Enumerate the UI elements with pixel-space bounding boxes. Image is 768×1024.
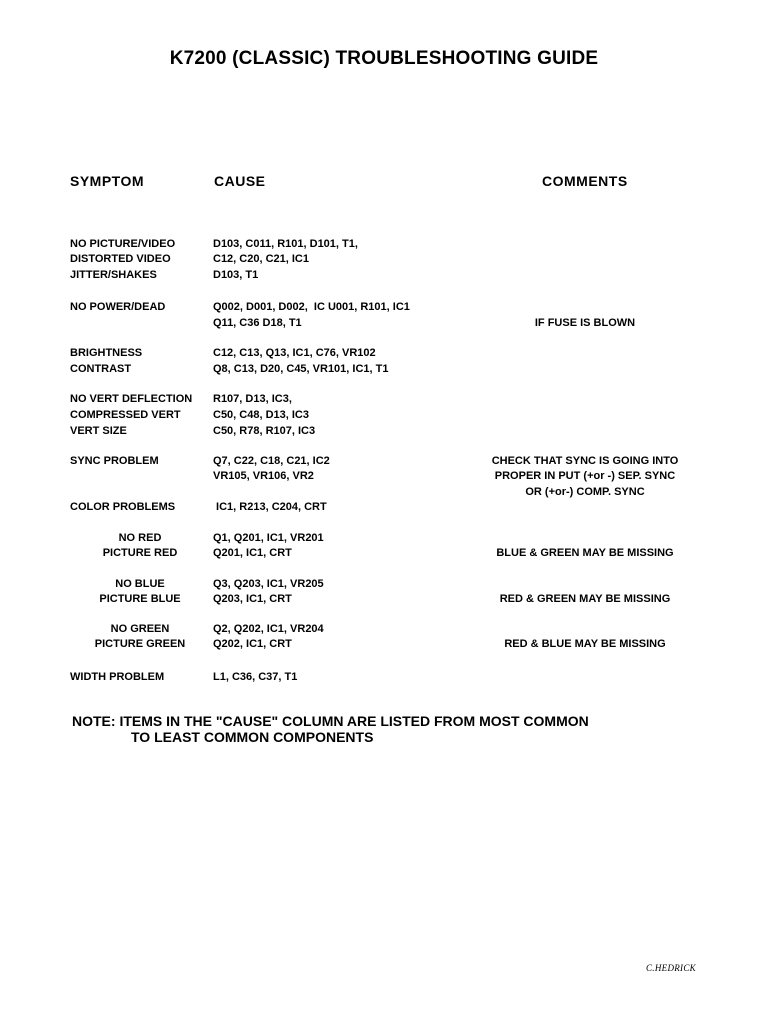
symptom-cell: COLOR PROBLEMS [70,501,176,513]
note-line-1: NOTE: ITEMS IN THE "CAUSE" COLUMN ARE LISTED FROM MOST COMMON [72,713,589,729]
comment-cell: BLUE & GREEN MAY BE MISSING [496,547,674,559]
note-line-2: TO LEAST COMMON COMPONENTS [131,729,374,745]
symptom-cell: PICTURE RED [102,547,178,559]
cause-cell: C12, C13, Q13, IC1, C76, VR102 [213,347,376,359]
symptom-cell: CONTRAST [70,363,132,375]
table-row [0,622,768,637]
symptom-cell: PICTURE GREEN [94,638,186,650]
cause-cell: Q1, Q201, IC1, VR201 [213,532,324,544]
table-row [0,316,768,331]
symptom-cell: NO VERT DEFLECTION [70,393,193,405]
table-row [0,268,768,283]
symptom-cell: NO BLUE [115,578,165,590]
symptom-cell: JITTER/SHAKES [70,269,157,281]
author-signature: C.HEDRICK [646,963,696,973]
table-row [0,670,768,685]
cause-cell: Q8, C13, D20, C45, VR101, IC1, T1 [213,363,389,375]
table-row [0,531,768,546]
symptom-cell: NO POWER/DEAD [70,301,166,313]
column-header-symptom: SYMPTOM [70,173,145,189]
symptom-cell: SYNC PROBLEM [70,455,159,467]
table-row [0,577,768,592]
table-row [0,546,768,561]
table-row [0,424,768,439]
table-row [0,300,768,315]
cause-cell: D103, C011, R101, D101, T1, [213,238,358,250]
symptom-cell: WIDTH PROBLEM [70,671,165,683]
cause-cell: C50, R78, R107, IC3 [213,425,316,437]
table-row [0,485,768,500]
table-row [0,500,768,515]
table-row [0,469,768,484]
document-title: K7200 (CLASSIC) TROUBLESHOOTING GUIDE [169,48,599,69]
symptom-cell: VERT SIZE [70,425,127,437]
cause-cell: Q3, Q203, IC1, VR205 [213,578,324,590]
cause-cell: IC1, R213, C204, CRT [213,501,327,513]
table-row [0,362,768,377]
table-row [0,346,768,361]
comment-cell: RED & GREEN MAY BE MISSING [499,593,671,605]
cause-cell: Q11, C36 D18, T1 [213,317,302,329]
cause-cell: Q203, IC1, CRT [213,593,292,605]
symptom-cell: PICTURE BLUE [99,593,181,605]
column-header-cause: CAUSE [214,173,266,189]
cause-cell: Q002, D001, D002, IC U001, R101, IC1 [213,301,410,313]
table-row [0,408,768,423]
cause-cell: VR105, VR106, VR2 [213,470,314,482]
cause-cell: R107, D13, IC3, [213,393,292,405]
table-row [0,592,768,607]
cause-cell: D103, T1 [213,269,259,281]
table-row [0,392,768,407]
table-row [0,637,768,652]
cause-cell: Q2, Q202, IC1, VR204 [213,623,324,635]
symptom-cell: BRIGHTNESS [70,347,143,359]
table-row [0,237,768,252]
symptom-cell: NO PICTURE/VIDEO [70,238,176,250]
symptom-cell: DISTORTED VIDEO [70,253,171,265]
cause-cell: L1, C36, C37, T1 [213,671,298,683]
comment-cell: PROPER IN PUT (+or -) SEP. SYNC [494,470,676,482]
comment-cell: RED & BLUE MAY BE MISSING [504,638,666,650]
cause-cell: C12, C20, C21, IC1 [213,253,309,265]
table-row [0,454,768,469]
cause-cell: C50, C48, D13, IC3 [213,409,309,421]
column-header-comments: COMMENTS [542,173,628,189]
symptom-cell: NO GREEN [110,623,170,635]
symptom-cell: COMPRESSED VERT [70,409,181,421]
symptom-cell: NO RED [118,532,162,544]
cause-cell: Q201, IC1, CRT [213,547,292,559]
comment-cell: CHECK THAT SYNC IS GOING INTO [491,455,679,467]
cause-cell: Q202, IC1, CRT [213,638,292,650]
comment-cell: IF FUSE IS BLOWN [534,317,636,329]
comment-cell: OR (+or-) COMP. SYNC [525,486,645,498]
cause-cell: Q7, C22, C18, C21, IC2 [213,455,330,467]
table-row [0,252,768,267]
